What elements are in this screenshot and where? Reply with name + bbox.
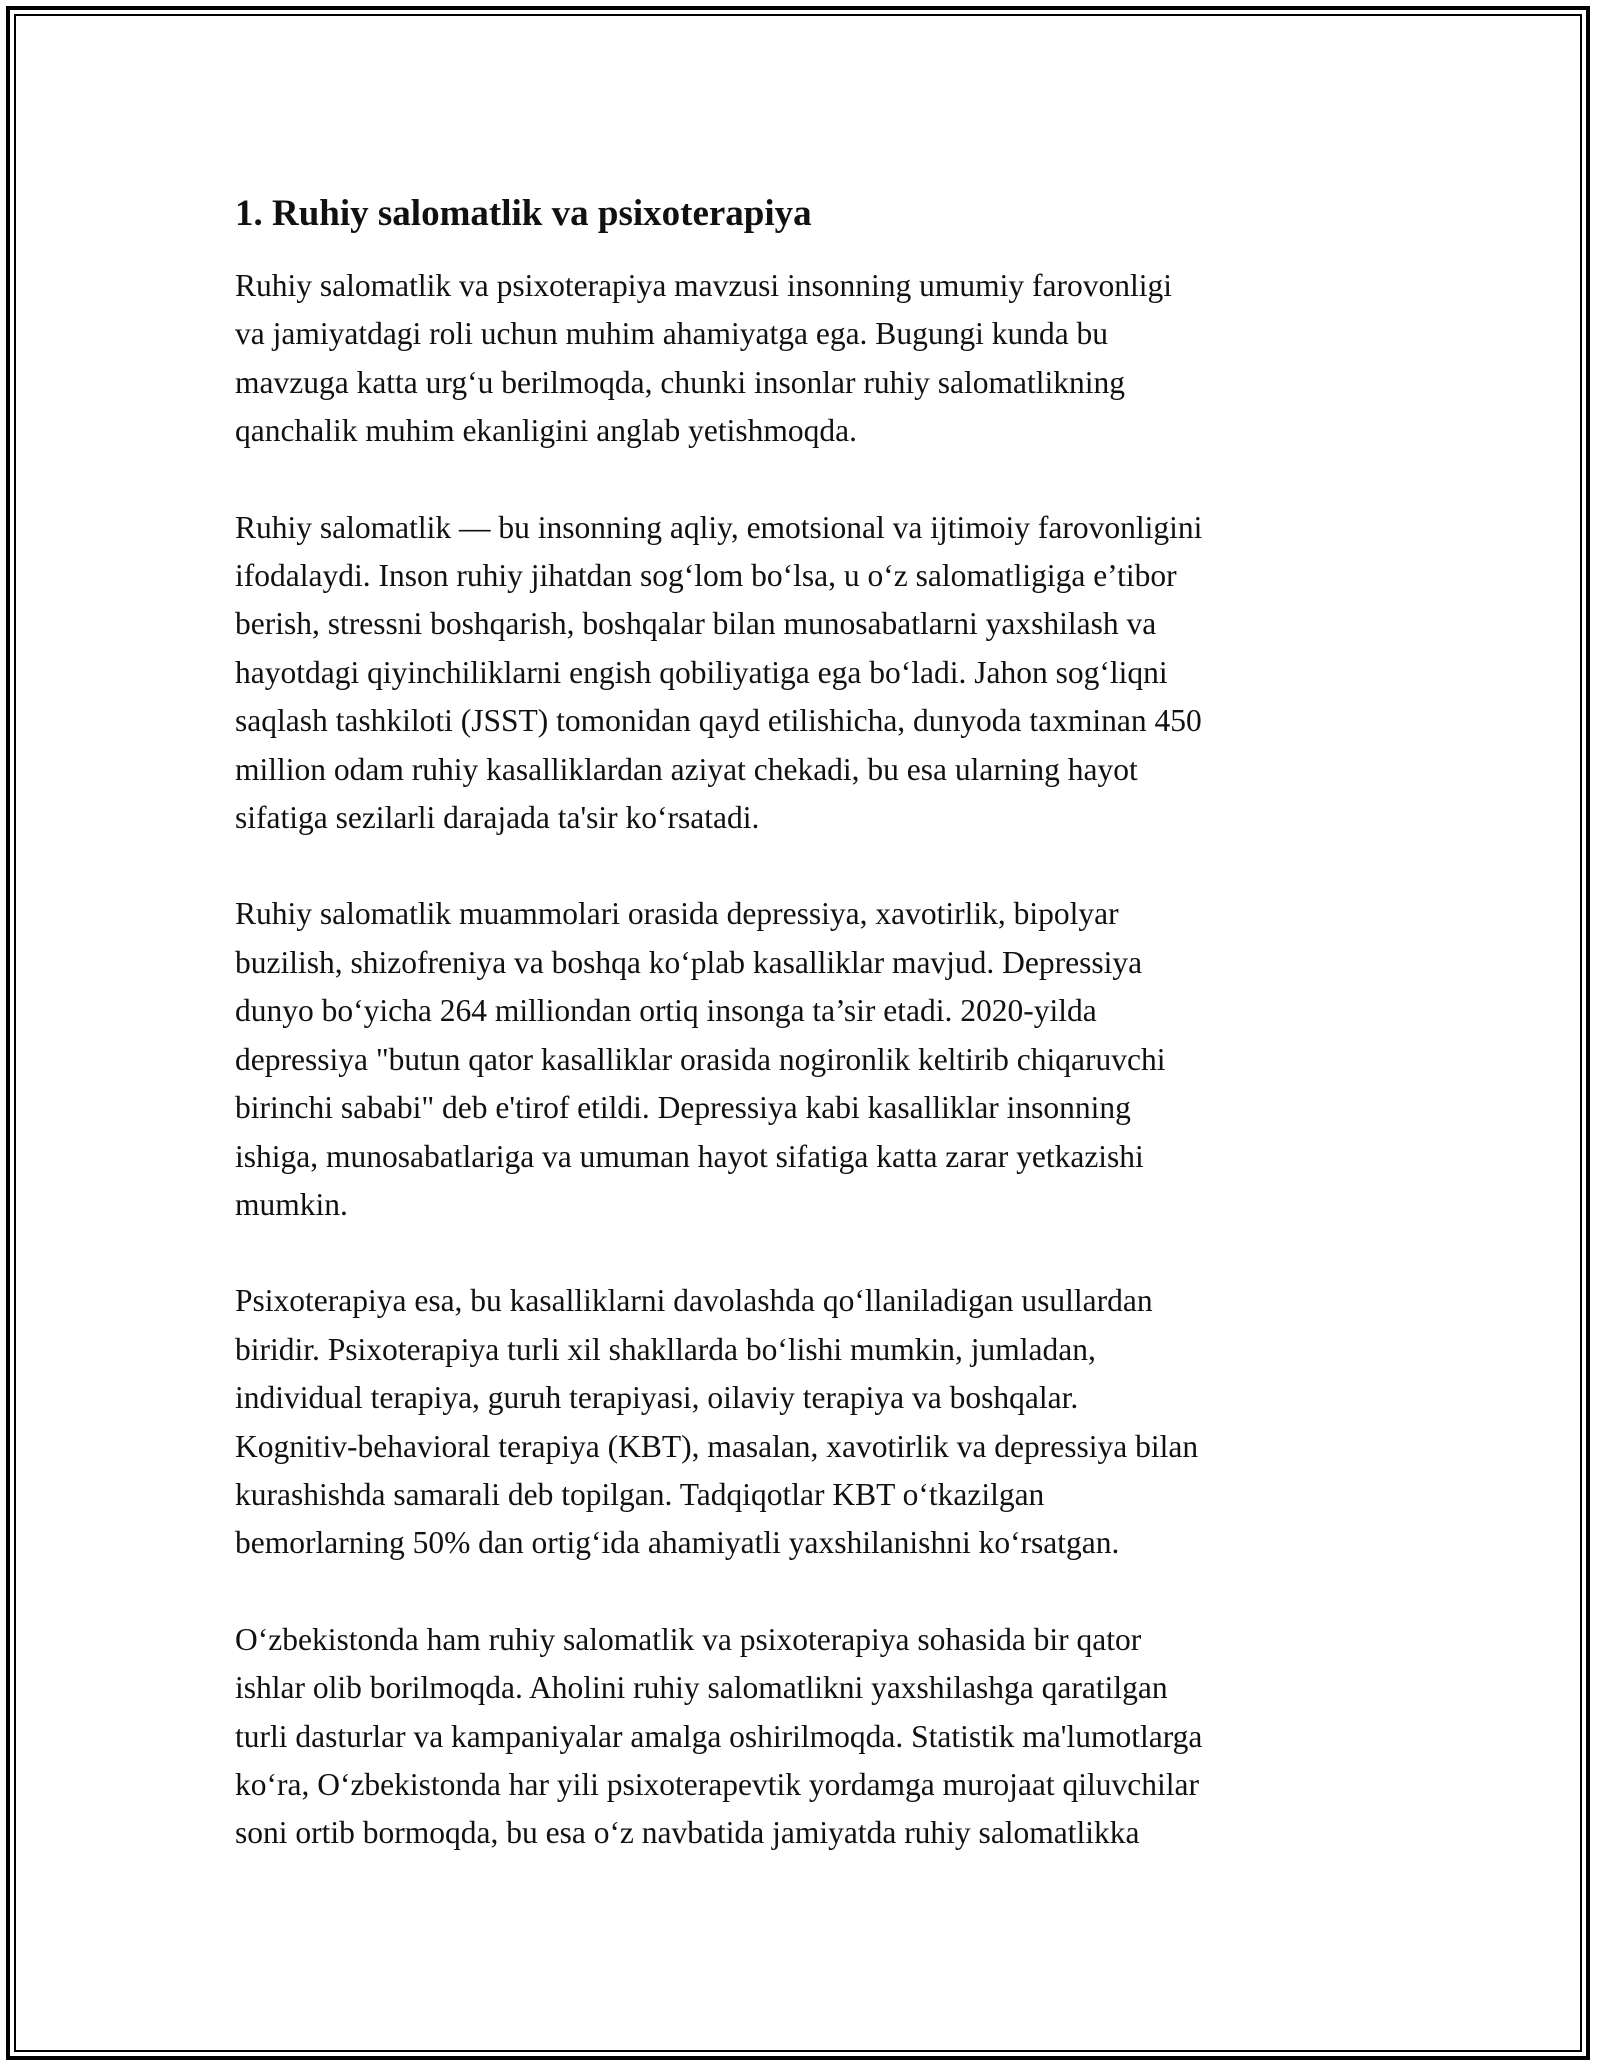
text-line: ifodalaydi. Inson ruhiy jihatdan sog‘lom bo‘lsa, u o‘z salomatligiga e’tibor <box>235 558 1177 594</box>
text-line: kurashishda samarali deb topilgan. Tadqiqotlar KBT o‘tkazilgan <box>235 1476 1045 1512</box>
text-line: soni ortib bormoqda, bu esa o‘z navbatida jamiyatda ruhiy salomatlikka <box>235 1815 1140 1851</box>
text-line: turli dasturlar va kampaniyalar amalga oshirilmoqda. Statistik ma'lumotlarga <box>235 1718 1203 1754</box>
text-line: depressiya "butun qator kasalliklar orasida nogironlik keltirib chiqaruvchi <box>235 1041 1166 1077</box>
text-line: Ruhiy salomatlik va psixoterapiya mavzusi insonning umumiy farovonligi <box>235 268 1173 303</box>
paragraph-uzbekistan <box>235 1616 1375 1858</box>
text-line: saqlash tashkiloti (JSST) tomonidan qayd etilishicha, dunyoda taxminan 450 <box>235 703 1202 739</box>
paragraph-psychotherapy <box>235 1277 1375 1567</box>
text-line: qanchalik muhim ekanligini anglab yetishmoqda. <box>235 413 857 449</box>
paragraph-problems <box>235 890 1375 1229</box>
paragraph-definition <box>235 504 1375 843</box>
text-line: individual terapiya, guruh terapiyasi, oilaviy terapiya va boshqalar. <box>235 1380 1079 1416</box>
text-line: O‘zbekistonda ham ruhiy salomatlik va psixoterapiya sohasida bir qator <box>235 1621 1142 1657</box>
text-line: dunyo bo‘yicha 264 milliondan ortiq insonga ta’sir etadi. 2020-yilda <box>235 993 1097 1029</box>
text-line: sifatiga sezilarli darajada ta'sir ko‘rsatadi. <box>235 800 760 836</box>
text-line: hayotdagi qiyinchiliklarni engish qobiliyatiga ega bo‘ladi. Jahon sog‘liqni <box>235 654 1168 690</box>
text-line: mavzuga katta urg‘u berilmoqda, chunki insonlar ruhiy salomatlikning <box>235 364 1125 400</box>
text-line: buzilish, shizofreniya va boshqa ko‘plab kasalliklar mavjud. Depressiya <box>235 944 1143 980</box>
text-line: biridir. Psixoterapiya turli xil shakllarda bo‘lishi mumkin, jumladan, <box>235 1331 1096 1367</box>
section-heading: 1. Ruhiy salomatlik va psixoterapiya <box>235 193 812 234</box>
text-line: birinchi sababi" deb e'tirof etildi. Depressiya kabi kasalliklar insonning <box>235 1090 1131 1126</box>
text-line: Psixoterapiya esa, bu kasalliklarni davolashda qo‘llaniladigan usullardan <box>235 1283 1153 1319</box>
text-line: ishiga, munosabatlariga va umuman hayot sifatiga katta zarar yetkazishi <box>235 1138 1144 1174</box>
text-line: va jamiyatdagi roli uchun muhim ahamiyatga ega. Bugungi kunda bu <box>235 316 1109 352</box>
text-line: ko‘ra, O‘zbekistonda har yili psixoterapevtik yordamga murojaat qiluvchilar <box>235 1766 1199 1802</box>
text-line: bemorlarning 50% dan ortig‘ida ahamiyatli yaxshilanishni ko‘rsatgan. <box>235 1525 1120 1561</box>
text-line: million odam ruhiy kasalliklardan aziyat chekadi, bu esa ularning hayot <box>235 751 1138 787</box>
text-line: berish, stressni boshqarish, boshqalar bilan munosabatlarni yaxshilash va <box>235 606 1157 642</box>
text-line: Ruhiy salomatlik muammolari orasida depressiya, xavotirlik, bipolyar <box>235 896 1119 932</box>
text-line: Ruhiy salomatlik — bu insonning aqliy, emotsional va ijtimoiy farovonligini <box>235 509 1203 545</box>
text-line: mumkin. <box>235 1186 348 1222</box>
paragraph-intro <box>235 262 1375 456</box>
document-body <box>235 186 1375 1906</box>
text-line: Kognitiv-behavioral terapiya (KBT), masalan, xavotirlik va depressiya bilan <box>235 1428 1199 1464</box>
text-line: ishlar olib borilmoqda. Aholini ruhiy salomatlikni yaxshilashga qaratilgan <box>235 1670 1168 1706</box>
